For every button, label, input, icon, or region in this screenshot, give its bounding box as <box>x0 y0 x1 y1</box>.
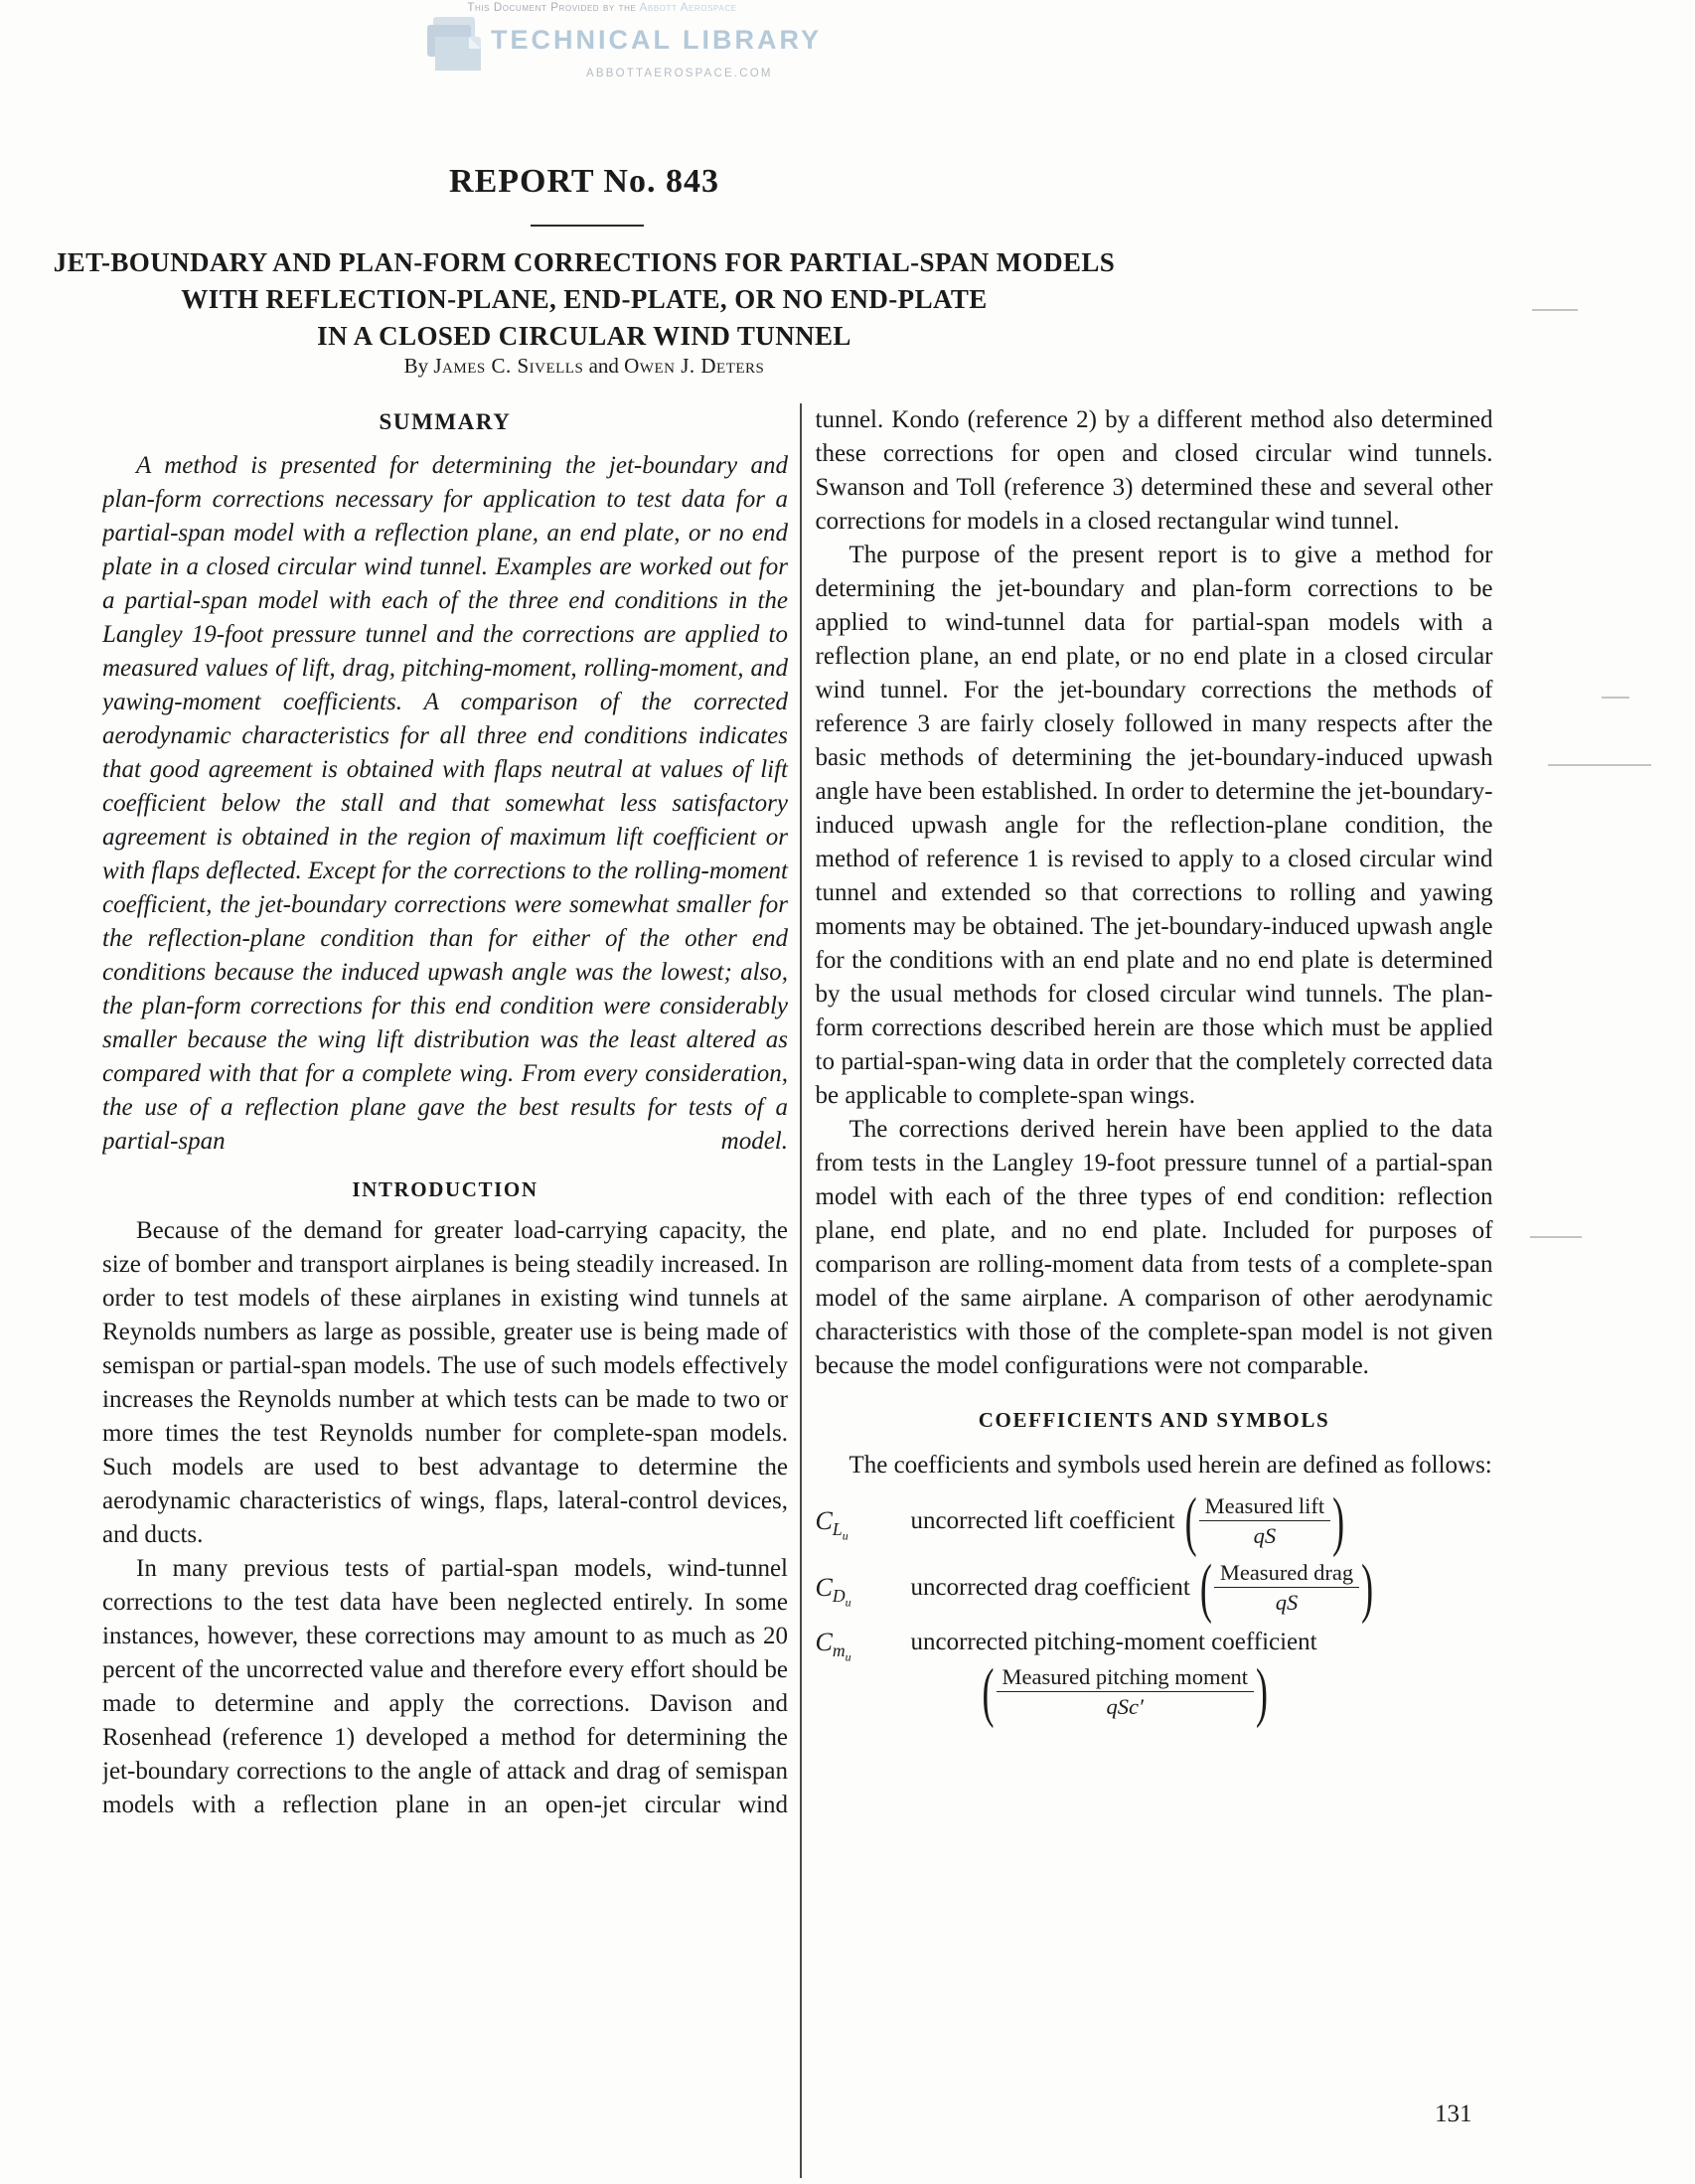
provider-line <box>417 2 787 14</box>
byline <box>0 354 1168 379</box>
website-url: ABBOTTAEROSPACE.COM <box>586 68 773 79</box>
summary-heading: SUMMARY <box>379 409 512 434</box>
report-title-line-2: WITH REFLECTION-PLANE, END-PLATE, OR NO END-PLATE <box>181 284 988 314</box>
body-columns <box>102 403 1493 2178</box>
column-divider <box>800 403 802 2178</box>
report-title <box>0 244 1168 355</box>
scan-artifact-dash <box>1532 309 1578 311</box>
scan-artifact-dash <box>1548 764 1651 766</box>
symbol-description: uncorrected lift coefficient <box>910 1506 1175 1534</box>
fraction <box>1198 1550 1375 1625</box>
fraction-paren-close: ) <box>1255 1654 1268 1729</box>
title-rule <box>531 225 644 227</box>
left-column <box>102 403 788 2178</box>
report-title-line-3: IN A CLOSED CIRCULAR WIND TUNNEL <box>317 321 851 351</box>
fraction-paren-close: ) <box>1361 1550 1374 1625</box>
symbol-row-drag <box>815 1550 1493 1625</box>
provider-line-name: Abbott Aerospace <box>639 2 737 14</box>
scan-artifact-dash <box>1530 1236 1582 1238</box>
byline-prefix: By <box>403 354 429 378</box>
fraction-numerator: Measured pitching moment <box>997 1663 1254 1692</box>
fraction-paren-close: ) <box>1332 1483 1345 1558</box>
provider-line-prefix: This Document Provided by the <box>467 2 637 14</box>
fraction <box>981 1654 1270 1729</box>
report-title-line-1: JET-BOUNDARY AND PLAN-FORM CORRECTIONS FOR PARTIAL-SPAN MODELS <box>53 247 1116 277</box>
right-paragraph-1: tunnel. Kondo (reference 2) by a different method also determined these corrections for open and closed circular wind tunnels. Swanson and Toll (reference 3) determined these and several other corrections for models in a closed rectangular wind tunnel. <box>815 406 1493 535</box>
fraction-paren-open: ( <box>1184 1483 1197 1558</box>
scan-artifact-dash <box>1602 697 1629 699</box>
watermark <box>417 2 822 79</box>
introduction-heading: INTRODUCTION <box>352 1177 539 1201</box>
fraction-denominator: qS <box>1275 1590 1299 1615</box>
symbol-row-lift <box>815 1483 1493 1558</box>
fraction-numerator: Measured lift <box>1199 1492 1331 1521</box>
coefficients-intro: The coefficients and symbols used herein are defined as follows: <box>848 1452 1492 1479</box>
summary-text: A method is presented for determining the jet-boundary and plan-form corrections necessary for application to test data for a partial-span model with a reflection plane, an end plate, or no end plate in a closed circular wind tunnel. Examples are worked out for a partial-span model with each of the three end conditions in the Langley 19-foot pressure tunnel and the corrections are applied to measured values of lift, drag, pitching-moment, rolling-moment, and yawing-moment coefficients. A comparison of the corrected aerodynamic characteristics for all three end conditions indicates that good agreement is obtained with flaps neutral at values of lift coefficient below the stall and that somewhat less satisfactory agreement is obtained in the region of maximum lift coefficient or with flaps deflected. Except for the corrections to the rolling-moment coefficient, the jet-boundary corrections were somewhat smaller for the reflection-plane condition than for either of the other end conditions because the induced upwash angle was the lowest; also, the plan-form corrections for this end condition were considerably smaller because the wing lift distribution was the least altered as compared with that for a complete wing. From every consideration, the use of a reflection plane gave the best results for tests of a partial-span model. <box>102 452 788 1155</box>
author-2: Owen J. Deters <box>624 354 765 378</box>
author-1: James C. Sivells <box>433 354 584 378</box>
symbol-c-m-u: $C_{m_u}$ <box>815 1628 851 1664</box>
symbol-c-d-u: $C_{D_u}$ <box>815 1572 851 1610</box>
fraction-numerator: Measured drag <box>1214 1559 1359 1588</box>
symbol-description: uncorrected drag coefficient <box>910 1573 1190 1601</box>
right-paragraph-3: The corrections derived herein have been applied to the data from tests in the Langley 19-foot pressure tunnel of a partial-span model with each of the three types of end condition: reflection plane, end plate, and no end plate. Included for purposes of comparison are rolling-moment data from tests of a complete-span model of the same airplane. A comparison of other aerodynamic characteristics with those of the complete-span model is not given because the model configurations were not comparable. <box>815 1116 1493 1379</box>
intro-paragraph-1: Because of the demand for greater load-carrying capacity, the size of bomber and transport airplanes is being steadily increased. In order to test models of these airplanes in existing wind tunnels at Reynolds numbers as large as possible, greater use is being made of semispan or partial-span models. The use of such models effectively increases the Reynolds number at which tests can be made to two or more times the test Reynolds number for complete-span models. Such models are used to best advantage to determine the aerodynamic characteristics of wings, flaps, lateral-control devices, and ducts. <box>102 1217 788 1548</box>
document-stack-icon <box>423 15 485 79</box>
byline-conjunction: and <box>588 354 619 378</box>
right-paragraph-2: The purpose of the present report is to give a method for determining the jet-boundary and plan-form corrections to be applied to wind-tunnel data for partial-span models with a reflection plane, an end plate, or no end plate in a closed circular wind tunnel. For the jet-boundary corrections the methods of reference 3 are fairly closely followed in many respects after the basic methods of determining the jet-boundary-induced upwash angle have been established. In order to determine the jet-boundary-induced upwash angle for the reflection-plane condition, the method of reference 1 is revised to apply to a closed circular wind tunnel and extended so that corrections to rolling and yawing moments may be obtained. The jet-boundary-induced upwash angle for the conditions with an end plate and no end plate is determined by the usual methods for closed circular wind tunnels. The plan-form corrections described herein are those which must be applied to partial-span-wing data in order that the completely corrected data be applicable to complete-span wings. <box>815 542 1493 1109</box>
symbol-c-l-u: $C_{L_u}$ <box>815 1505 848 1543</box>
coefficients-heading: COEFFICIENTS AND SYMBOLS <box>978 1408 1330 1432</box>
fraction-paren-open: ( <box>982 1654 995 1729</box>
fraction-paren-open: ( <box>1199 1550 1212 1625</box>
intro-paragraph-2: In many previous tests of partial-span models, wind-tunnel corrections to the test data have been neglected entirely. In some instances, however, these corrections may amount to as much as 20 percent of the uncorrected value and therefore every effort should be made to determine and apply the corrections. Davison and Rosenhead (reference 1) developed a method for determining the jet-boundary corrections to the angle of attack and drag of semispan models with a reflection plane in an open-jet circular wind <box>102 1555 788 1818</box>
right-column <box>816 403 1493 2178</box>
symbol-description: uncorrected pitching-moment coefficient <box>910 1629 1317 1655</box>
library-title: TECHNICAL LIBRARY <box>491 25 822 55</box>
page-number: 131 <box>1435 2101 1472 2127</box>
symbol-row-pitching-moment <box>815 1626 1493 1729</box>
fraction-denominator: qS <box>1253 1523 1277 1548</box>
report-number: REPORT No. 843 <box>449 163 719 200</box>
fraction <box>1183 1483 1347 1558</box>
fraction-denominator: qSc′ <box>1106 1694 1144 1719</box>
